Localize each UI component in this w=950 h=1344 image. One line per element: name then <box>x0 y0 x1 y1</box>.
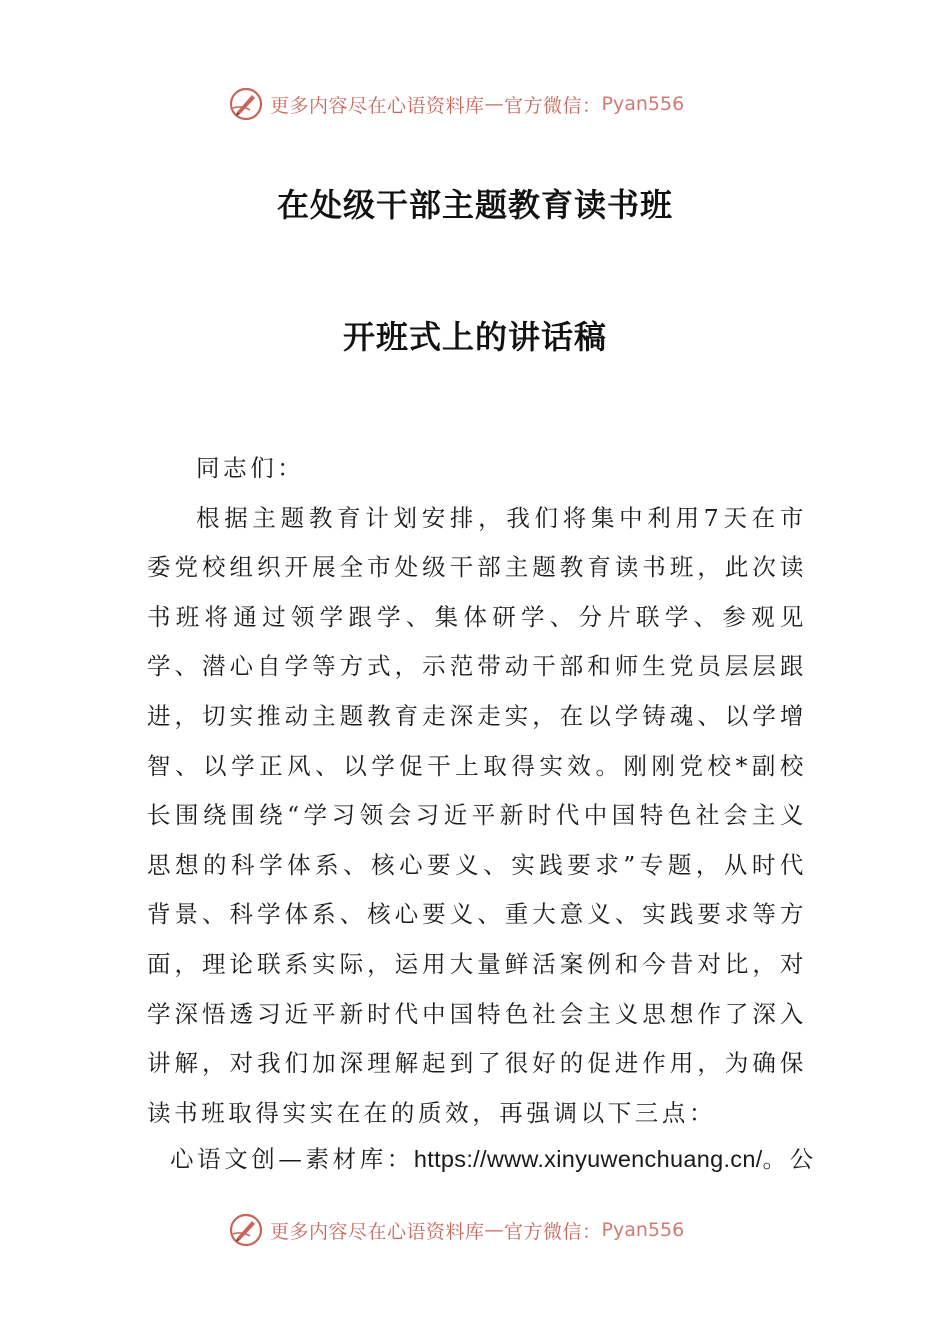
source-url[interactable]: https://www.xinyuwenchuang.cn/ <box>413 1146 763 1172</box>
document-subtitle: 开班式上的讲话稿 <box>342 318 607 356</box>
watermark-dash: — <box>484 93 505 115</box>
document-title: 在处级干部主题教育读书班 <box>276 186 673 224</box>
source-suffix: 。公 <box>762 1145 817 1173</box>
pen-logo-icon <box>228 1212 264 1248</box>
watermark-wechat-id: Pyan556 <box>601 1219 685 1241</box>
greeting: 同志们： <box>196 454 305 482</box>
watermark-banner-top <box>0 84 950 124</box>
watermark-label: 官方微信： <box>504 1220 602 1243</box>
source-line <box>170 1140 817 1174</box>
watermark-dash: — <box>484 1219 505 1241</box>
watermark-wechat-id: Pyan556 <box>601 93 685 115</box>
watermark-text: 更多内容尽在心语资料库 <box>270 1220 485 1243</box>
pen-logo-icon <box>228 86 264 122</box>
watermark-text: 更多内容尽在心语资料库 <box>270 94 485 117</box>
paragraph-1: 根据主题教育计划安排，我们将集中利用7天在市委党校组织开展全市处级干部主题教育读书班，此次读书班将通过领学跟学、集体研学、分片联学、参观见学、潜心自学等方式，示范带动干部和师生党员层层跟进，切实推动主题教育走深走实，在以学铸魂、以学增智、以学正风、以学促干上取得实效。刚刚党校*副校长围绕围绕“学习领会习近平新时代中国特色社会主义思想的科学体系、核心要义、实践要求”专题，从时代背景、科学体系、核心要义、重大意义、实践要求等方面，理论联系实际，运用大量鲜活案例和今昔对比，对学深悟透习近平新时代中国特色社会主义思想作了深入讲解，对我们加深理解起到了很好的促进作用，为确保读书班取得实实在在的质效，再强调以下三点： <box>147 503 807 1127</box>
document-body <box>147 444 807 1138</box>
watermark-label: 官方微信： <box>504 94 602 117</box>
watermark-banner-bottom <box>0 1210 950 1250</box>
source-prefix: 心语文创—素材库： <box>170 1145 414 1173</box>
